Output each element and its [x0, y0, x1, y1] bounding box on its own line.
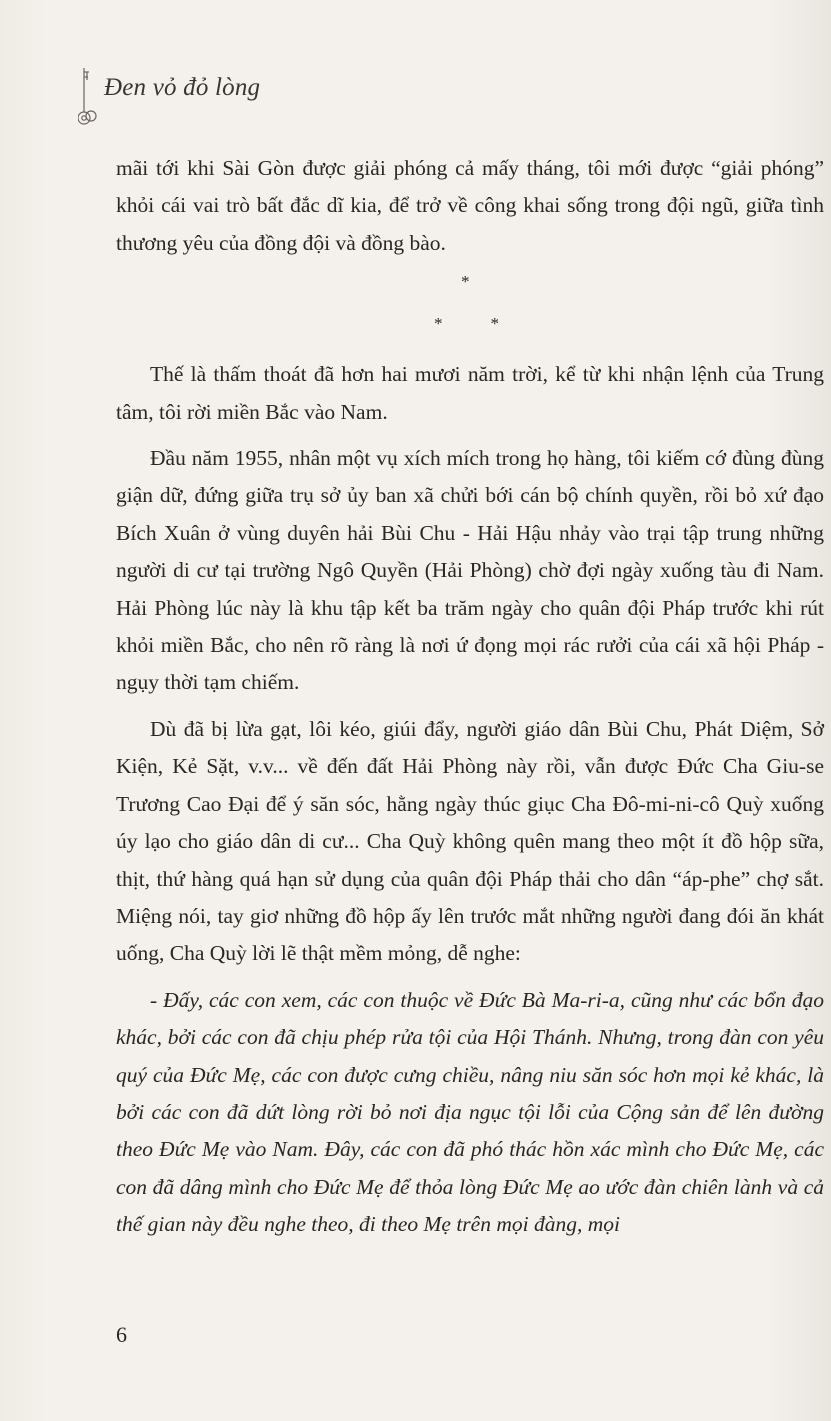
paragraph: Dù đã bị lừa gạt, lôi kéo, giúi đẩy, người giáo dân Bùi Chu, Phát Diệm, Sở Kiện, Kẻ Sặt, v.v... về đến đất Hải Phòng này rồi, vẫn được Đức Cha Giu-se Trương Cao Đại để ý săn sóc, hằng ngày thúc giục Cha Đô-mi-ni-cô Quỳ xuống úy lạo cho giáo dân di cư... Cha Quỳ không quên mang theo một ít đồ hộp sữa, thịt, thứ hàng quá hạn sử dụng của quân đội Pháp thải cho dân “áp-phe” chợ sắt. Miệng nói, tay giơ những đồ hộp ấy lên trước mắt những người đang đói ăn khát uống, Cha Quỳ lời lẽ thật mềm mỏng, dễ nghe: — [116, 716, 824, 966]
paragraph: Thế là thấm thoát đã hơn hai mươi năm trời, kể từ khi nhận lệnh của Trung tâm, tôi rời miền Bắc vào Nam. — [116, 362, 824, 424]
running-header — [78, 66, 378, 130]
section-separator-stars: ** — [434, 314, 547, 333]
section-separator-star: * — [461, 272, 470, 291]
paragraph: mãi tới khi Sài Gòn được giải phóng cả mấy tháng, tôi mới được “giải phóng” khỏi cái vai trò bất đắc dĩ kia, để trở về công khai sống trong đội ngũ, giữa tình thương yêu của đồng đội và đồng bào. — [116, 156, 824, 255]
page-number: 6 — [116, 1322, 127, 1347]
paragraph: Đầu năm 1955, nhân một vụ xích mích trong họ hàng, tôi kiếm cớ đùng đùng giận dữ, đứng giữa trụ sở ủy ban xã chửi bới cán bộ chính quyền, rồi bỏ xứ đạo Bích Xuân ở vùng duyên hải Bùi Chu - Hải Hậu nhảy vào trại tập trung những người di cư tại trường Ngô Quyền (Hải Phòng) chờ đợi ngày xuống tàu đi Nam. Hải Phòng lúc này là khu tập kết ba trăm ngày cho quân đội Pháp trước khi rút khỏi miền Bắc, cho nên rõ ràng là nơi ứ đọng mọi rác rưởi của cái xã hội Pháp - ngụy thời tạm chiếm. — [116, 446, 824, 695]
separator-space — [116, 262, 824, 356]
key-ornament-icon — [78, 66, 100, 128]
header-title: Đen vỏ đỏ lòng — [104, 74, 261, 101]
quoted-speech-paragraph: - Đấy, các con xem, các con thuộc về Đức Bà Ma-ri-a, cũng như các bổn đạo khác, bởi các con đã chịu phép rửa tội của Hội Thánh. Nhưng, trong đàn con yêu quý của Đức Mẹ, các con được cưng chiều, nâng niu săn sóc hơn mọi kẻ khác, là bởi các con đã dứt lòng rời bỏ nơi địa ngục tội lỗi của Cộng sản để lên đường theo Đức Mẹ vào Nam. Đây, các con đã phó thác hồn xác mình cho Đức Mẹ, các con đã dâng mình cho Đức Mẹ để thỏa lòng Đức Mẹ ao ước đàn chiên lành và cả thế gian này đều nghe theo, đi theo Mẹ trên mọi đàng, mọi — [116, 987, 824, 1237]
